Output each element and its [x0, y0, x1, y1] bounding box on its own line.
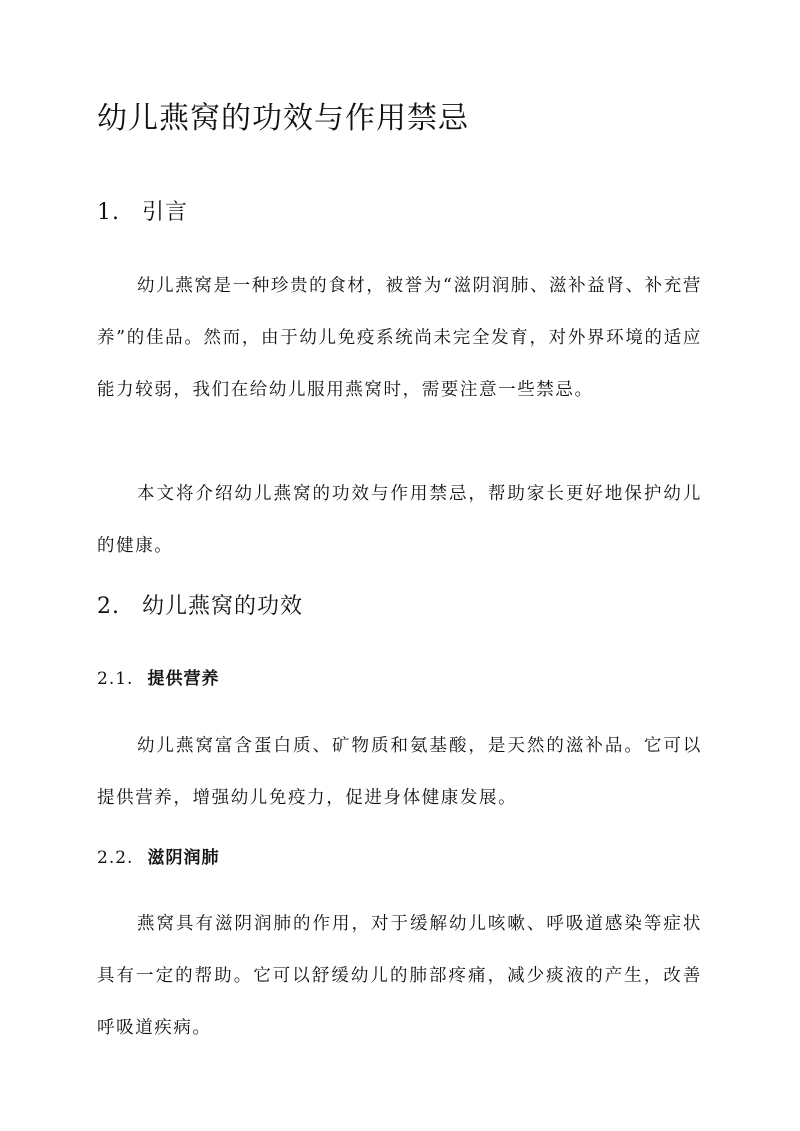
- intro-paragraph-2: 本文将介绍幼儿燕窝的功效与作用禁忌，帮助家长更好地保护幼儿的健康。: [97, 484, 702, 556]
- section-heading-introduction: [97, 197, 188, 229]
- document-title: 幼儿燕窝的功效与作用禁忌: [97, 101, 469, 136]
- section-number: 2.: [97, 594, 120, 619]
- subsection-number: 2.1.: [97, 669, 134, 689]
- section-title: 幼儿燕窝的功效: [142, 594, 304, 619]
- intro-paragraph-1: 幼儿燕窝是一种珍贵的食材，被誉为“滋阴润肺、滋补益肾、补充营养”的佳品。然而，由于幼儿免疫系统尚未完全发育，对外界环境的适应能力较弱，我们在给幼儿服用燕窝时，需要注意一些禁忌。: [97, 276, 702, 400]
- subsection-heading-nutrition: [97, 665, 219, 693]
- nutrition-paragraph: 幼儿燕窝富含蛋白质、矿物质和氨基酸，是天然的滋补品。它可以提供营养，增强幼儿免疫力，促进身体健康发展。: [97, 736, 702, 808]
- subsection-number: 2.2.: [97, 848, 134, 868]
- section-title: 引言: [142, 200, 189, 225]
- subsection-title: 提供营养: [147, 669, 220, 689]
- lungs-paragraph: 燕窝具有滋阴润肺的作用，对于缓解幼儿咳嗽、呼吸道感染等症状具有一定的帮助。它可以舒缓幼儿的肺部疼痛，减少痰液的产生，改善呼吸道疾病。: [97, 914, 702, 1038]
- subsection-title: 滋阴润肺: [147, 848, 220, 868]
- section-number: 1.: [97, 200, 120, 225]
- subsection-heading-lungs: [97, 844, 219, 872]
- section-heading-benefits: [97, 591, 303, 623]
